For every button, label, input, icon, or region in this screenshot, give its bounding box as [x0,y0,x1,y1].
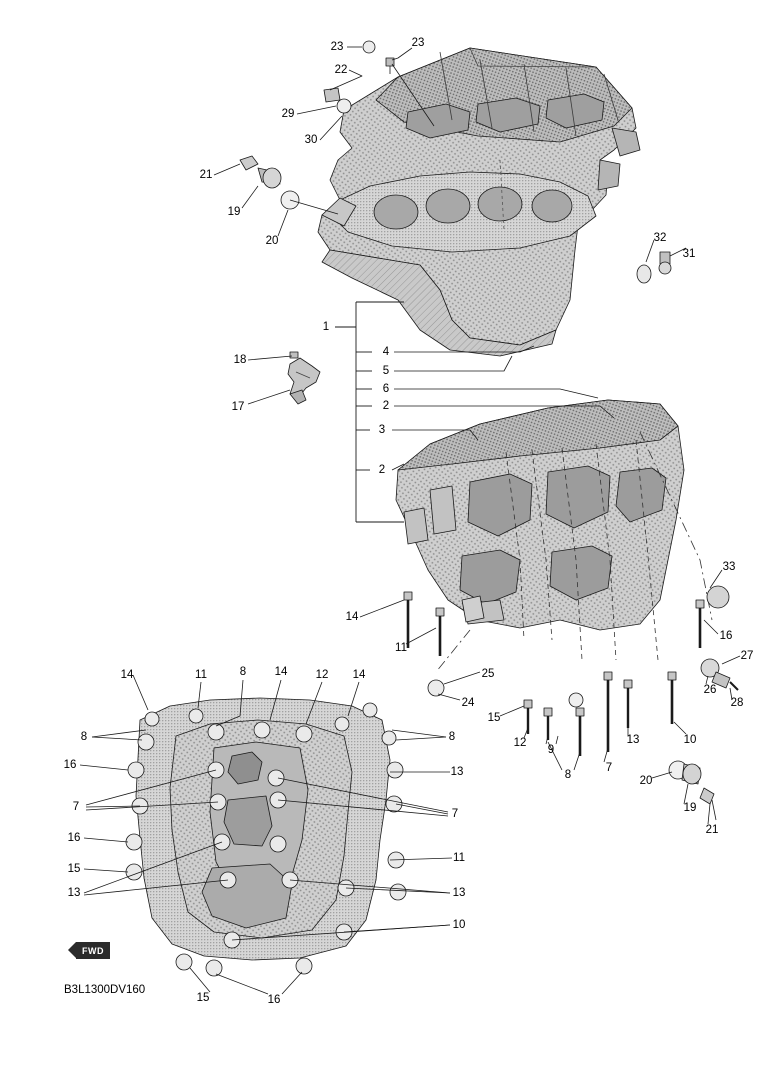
callout-24: 24 [461,697,475,709]
callout-10a: 10 [683,734,697,746]
callout-16d: 16 [267,994,281,1006]
callout-7a: 7 [605,762,613,774]
callout-13a: 13 [626,734,640,746]
callout-26: 26 [703,684,717,696]
callout-19: 19 [227,206,241,218]
callout-2b: 2 [378,464,386,476]
callout-8d: 8 [448,731,456,743]
callout-6: 6 [382,383,390,395]
callout-8b: 8 [564,769,572,781]
callout-1: 1 [322,321,330,333]
callout-14c: 14 [274,666,288,678]
callout-16b: 16 [63,759,77,771]
callout-7b: 7 [72,801,80,813]
callout-14a: 14 [345,611,359,623]
callout-20b: 20 [639,775,653,787]
callout-13b: 13 [450,766,464,778]
callout-21: 21 [199,169,213,181]
callout-31: 31 [682,248,696,260]
callout-16c: 16 [67,832,81,844]
callout-10b: 10 [452,919,466,931]
callout-13d: 13 [452,887,466,899]
callout-27: 27 [740,650,754,662]
callout-19b: 19 [683,802,697,814]
callout-13c: 13 [67,887,81,899]
callout-14d: 14 [352,669,366,681]
callout-23: 23 [330,41,344,53]
callout-23b: 23 [411,37,425,49]
callout-21b: 21 [705,824,719,836]
callout-8a: 8 [239,666,247,678]
callout-4: 4 [382,346,390,358]
callout-22: 22 [334,64,348,76]
part-code-label: B3L1300DV160 [64,984,146,996]
callout-14b: 14 [120,669,134,681]
callout-3: 3 [378,424,386,436]
callout-28: 28 [730,697,744,709]
callout-29: 29 [281,108,295,120]
callout-5: 5 [382,365,390,377]
callout-7c: 7 [451,808,459,820]
callout-12b: 12 [513,737,527,749]
callout-15a: 15 [487,712,501,724]
callout-15c: 15 [196,992,210,1004]
callout-16a: 16 [719,630,733,642]
callout-11b: 11 [195,669,207,681]
callout-8c: 8 [80,731,88,743]
callout-25: 25 [481,668,495,680]
callout-20: 20 [265,235,279,247]
callout-33: 33 [722,561,736,573]
callout-18: 18 [233,354,247,366]
callout-9: 9 [547,744,555,756]
callout-11c: 11 [453,852,465,864]
callout-11a: 11 [395,642,407,654]
callout-17: 17 [231,401,245,413]
callout-32: 32 [653,232,667,244]
callout-12a: 12 [315,669,329,681]
callout-2: 2 [382,400,390,412]
callout-15b: 15 [67,863,81,875]
fwd-direction-badge: FWD [76,942,110,959]
callout-30: 30 [304,134,318,146]
